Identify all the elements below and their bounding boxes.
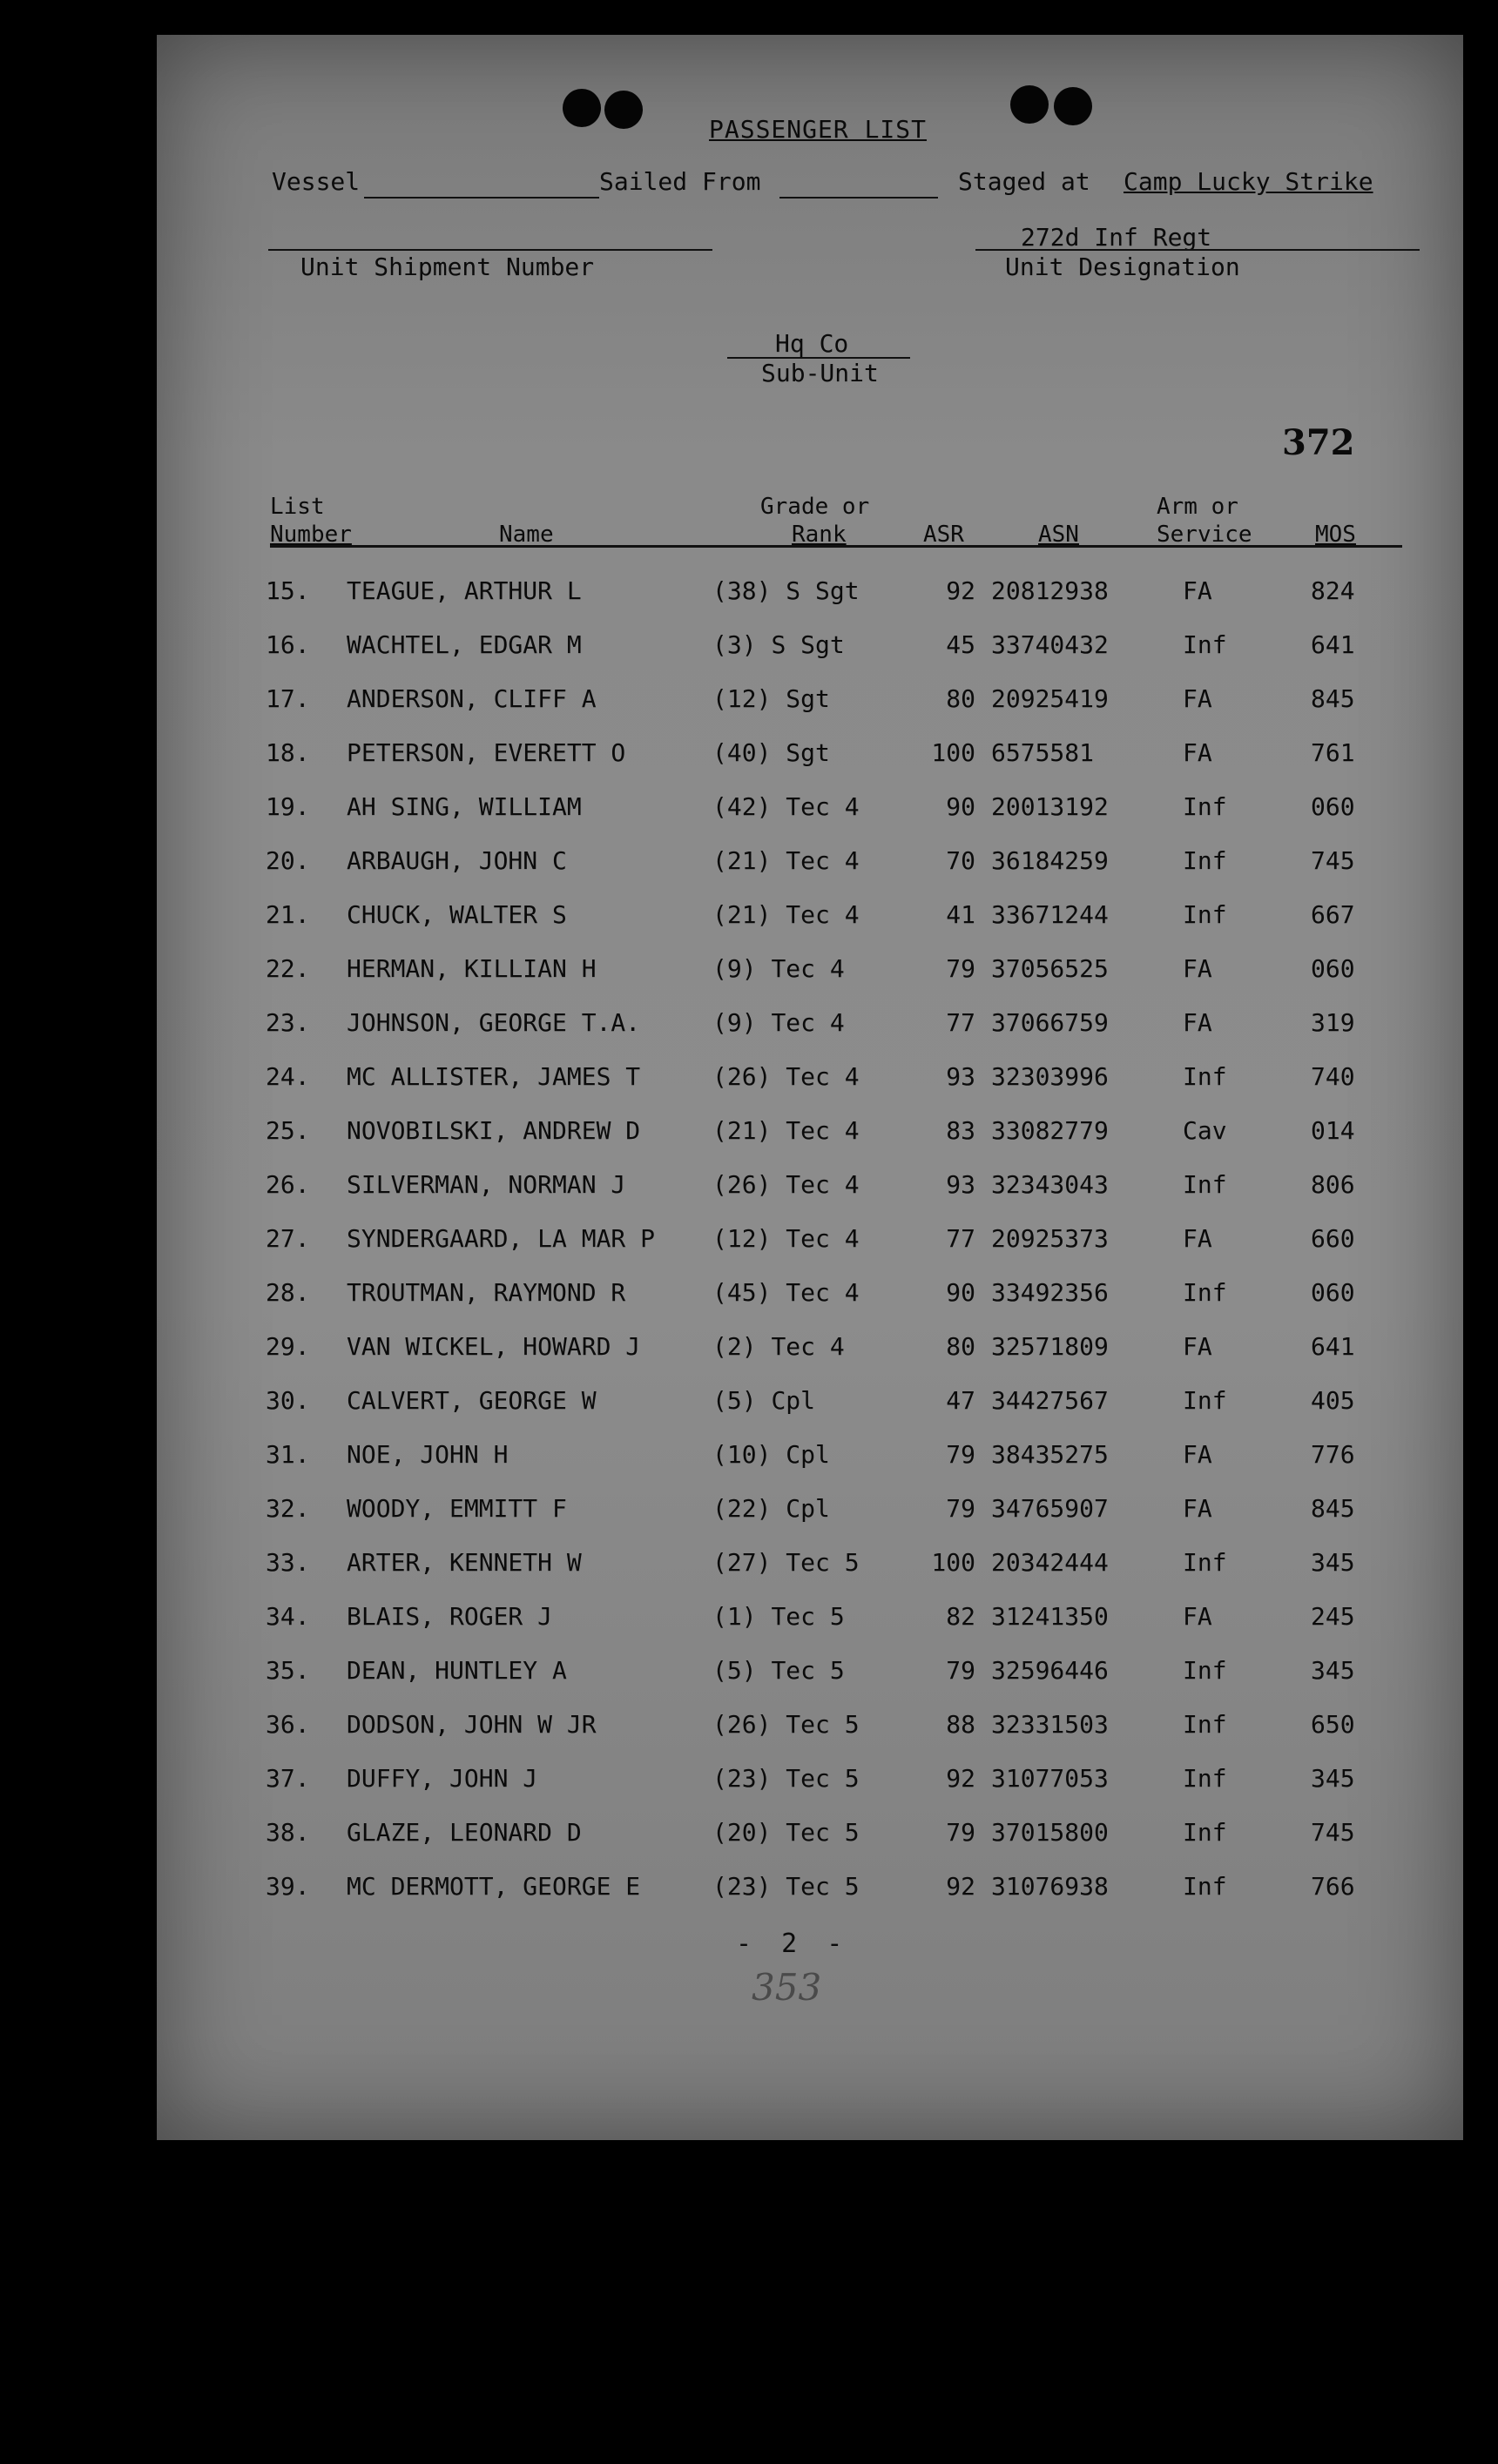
grade-rank — [712, 630, 845, 659]
col-header-text: Service — [1157, 522, 1252, 548]
grade-rank — [712, 1224, 860, 1253]
rank: Tec 4 — [786, 1224, 860, 1253]
grade-rank — [712, 738, 830, 767]
passenger-name: TEAGUE, ARTHUR L — [347, 576, 582, 605]
grade-code: (12) — [712, 684, 772, 713]
list-number: 23. — [266, 1008, 310, 1037]
asn: 20342444 — [991, 1548, 1109, 1577]
table-row — [157, 1170, 1463, 1205]
asn: 32571809 — [991, 1332, 1109, 1361]
passenger-name: DEAN, HUNTLEY A — [347, 1656, 567, 1685]
asn: 20925419 — [991, 684, 1109, 713]
table-row — [157, 1710, 1463, 1745]
grade-code: (12) — [712, 1224, 772, 1253]
asr: 100 — [931, 1548, 975, 1577]
grade-rank — [712, 1278, 860, 1307]
rank: S Sgt — [771, 630, 845, 659]
arm-service: Inf — [1183, 1818, 1227, 1847]
rank: Tec 4 — [786, 1278, 860, 1307]
arm-service: Inf — [1183, 1278, 1227, 1307]
mos: 824 — [1311, 576, 1355, 605]
passenger-name: ANDERSON, CLIFF A — [347, 684, 597, 713]
list-number: 34. — [266, 1602, 310, 1631]
table-row — [157, 1440, 1463, 1475]
arm-service: Inf — [1183, 1872, 1227, 1901]
grade-code: (1) — [712, 1602, 757, 1631]
list-number: 38. — [266, 1818, 310, 1847]
arm-service: Cav — [1183, 1116, 1227, 1145]
passenger-name: CHUCK, WALTER S — [347, 900, 567, 929]
grade-code: (9) — [712, 954, 757, 983]
grade-rank — [712, 1602, 845, 1631]
asn: 34427567 — [991, 1386, 1109, 1415]
grade-rank — [712, 1872, 860, 1901]
col-header-text: Grade or — [760, 494, 870, 520]
list-number: 25. — [266, 1116, 310, 1145]
grade-code: (26) — [712, 1062, 772, 1091]
list-number: 17. — [266, 684, 310, 713]
mos: 766 — [1311, 1872, 1355, 1901]
mos: 641 — [1311, 630, 1355, 659]
asn: 32343043 — [991, 1170, 1109, 1199]
grade-rank — [712, 1332, 845, 1361]
list-number: 15. — [266, 576, 310, 605]
asn: 20925373 — [991, 1224, 1109, 1253]
mos: 667 — [1311, 900, 1355, 929]
mos: 345 — [1311, 1656, 1355, 1685]
arm-service: Inf — [1183, 1710, 1227, 1739]
mos: 806 — [1311, 1170, 1355, 1199]
arm-service: Inf — [1183, 1170, 1227, 1199]
grade-code: (26) — [712, 1170, 772, 1199]
arm-service: Inf — [1183, 630, 1227, 659]
passenger-name: JOHNSON, GEORGE T.A. — [347, 1008, 641, 1037]
passenger-name: AH SING, WILLIAM — [347, 792, 582, 821]
arm-service: FA — [1183, 954, 1212, 983]
asr: 92 — [946, 1764, 975, 1793]
asr: 77 — [946, 1008, 975, 1037]
punch-hole-icon — [604, 91, 643, 129]
col-header-text: Name — [499, 522, 554, 548]
asr: 92 — [946, 576, 975, 605]
handwritten-note: 353 — [752, 1966, 822, 2009]
list-number: 31. — [266, 1440, 310, 1469]
rank: Tec 4 — [786, 846, 860, 875]
rank: Tec 5 — [786, 1818, 860, 1847]
grade-code: (45) — [712, 1278, 772, 1307]
col-header-text: Arm or — [1157, 494, 1238, 520]
asn: 33082779 — [991, 1116, 1109, 1145]
grade-code: (22) — [712, 1494, 772, 1523]
asr: 92 — [946, 1872, 975, 1901]
table-row — [157, 1818, 1463, 1853]
arm-service: FA — [1183, 1008, 1212, 1037]
arm-service: FA — [1183, 1224, 1212, 1253]
mos: 319 — [1311, 1008, 1355, 1037]
grade-code: (5) — [712, 1656, 757, 1685]
grade-rank — [712, 1062, 860, 1091]
punch-hole-icon — [1010, 85, 1049, 124]
table-row — [157, 1116, 1463, 1151]
list-number: 28. — [266, 1278, 310, 1307]
grade-code: (21) — [712, 900, 772, 929]
mos: 761 — [1311, 738, 1355, 767]
grade-code: (21) — [712, 1116, 772, 1145]
rank: Sgt — [786, 738, 830, 767]
unit-designation-label: Unit Designation — [1005, 252, 1240, 281]
passenger-name: NOVOBILSKI, ANDREW D — [347, 1116, 641, 1145]
asr: 41 — [946, 900, 975, 929]
asr: 70 — [946, 846, 975, 875]
passenger-name: WACHTEL, EDGAR M — [347, 630, 582, 659]
list-number: 37. — [266, 1764, 310, 1793]
passenger-name: BLAIS, ROGER J — [347, 1602, 553, 1631]
staged-at-value: Camp Lucky Strike — [1124, 167, 1373, 196]
list-number: 21. — [266, 900, 310, 929]
table-row — [157, 1062, 1463, 1097]
list-number: 18. — [266, 738, 310, 767]
sub-unit-label: Sub-Unit — [761, 359, 879, 387]
list-number: 30. — [266, 1386, 310, 1415]
grade-rank — [712, 1548, 860, 1577]
passenger-name: DODSON, JOHN W JR — [347, 1710, 597, 1739]
passenger-name: WOODY, EMMITT F — [347, 1494, 567, 1523]
grade-code: (23) — [712, 1872, 772, 1901]
rank: Tec 4 — [786, 900, 860, 929]
table-row — [157, 1602, 1463, 1637]
table-row — [157, 1872, 1463, 1907]
mos: 745 — [1311, 846, 1355, 875]
table-row — [157, 738, 1463, 773]
sailed-from-label: Sailed From — [599, 167, 761, 196]
list-number: 39. — [266, 1872, 310, 1901]
list-number: 20. — [266, 846, 310, 875]
grade-code: (5) — [712, 1386, 757, 1415]
asr: 79 — [946, 1656, 975, 1685]
grade-code: (20) — [712, 1818, 772, 1847]
mos: 845 — [1311, 684, 1355, 713]
table-row — [157, 1332, 1463, 1367]
asr: 83 — [946, 1116, 975, 1145]
rank: Cpl — [771, 1386, 816, 1415]
list-number: 27. — [266, 1224, 310, 1253]
arm-service: FA — [1183, 738, 1212, 767]
arm-service: FA — [1183, 576, 1212, 605]
col-header-text: MOS — [1315, 522, 1356, 548]
grade-rank — [712, 576, 860, 605]
vessel-label: Vessel — [272, 167, 361, 196]
rank: Tec 5 — [771, 1602, 845, 1631]
grade-rank — [712, 684, 830, 713]
table-row — [157, 1494, 1463, 1529]
mos: 776 — [1311, 1440, 1355, 1469]
asn: 36184259 — [991, 846, 1109, 875]
arm-service: Inf — [1183, 900, 1227, 929]
grade-rank — [712, 792, 860, 821]
rank: Cpl — [786, 1440, 830, 1469]
passenger-name: GLAZE, LEONARD D — [347, 1818, 582, 1847]
asn: 31076938 — [991, 1872, 1109, 1901]
table-row — [157, 1548, 1463, 1583]
vessel-blank — [364, 197, 599, 199]
passenger-name: CALVERT, GEORGE W — [347, 1386, 597, 1415]
rank: Cpl — [786, 1494, 830, 1523]
asr: 79 — [946, 1818, 975, 1847]
grade-rank — [712, 954, 845, 983]
table-row — [157, 792, 1463, 827]
list-number: 16. — [266, 630, 310, 659]
passenger-name: ARBAUGH, JOHN C — [347, 846, 567, 875]
col-header-list-number — [270, 493, 352, 549]
passenger-name: PETERSON, EVERETT O — [347, 738, 626, 767]
table-row — [157, 1764, 1463, 1799]
grade-code: (21) — [712, 846, 772, 875]
mos: 641 — [1311, 1332, 1355, 1361]
asr: 88 — [946, 1710, 975, 1739]
document-title: PASSENGER LIST — [709, 115, 928, 144]
arm-service: Inf — [1183, 1764, 1227, 1793]
arm-service: Inf — [1183, 792, 1227, 821]
grade-code: (9) — [712, 1008, 757, 1037]
mos: 060 — [1311, 954, 1355, 983]
rank: Tec 4 — [786, 1062, 860, 1091]
arm-service: Inf — [1183, 1386, 1227, 1415]
mos: 660 — [1311, 1224, 1355, 1253]
asr: 100 — [931, 738, 975, 767]
mos: 014 — [1311, 1116, 1355, 1145]
grade-code: (23) — [712, 1764, 772, 1793]
mos: 345 — [1311, 1764, 1355, 1793]
table-row — [157, 954, 1463, 989]
asn: 37066759 — [991, 1008, 1109, 1037]
grade-rank — [712, 900, 860, 929]
list-number: 22. — [266, 954, 310, 983]
passenger-name: DUFFY, JOHN J — [347, 1764, 538, 1793]
mos: 740 — [1311, 1062, 1355, 1091]
list-number: 19. — [266, 792, 310, 821]
mos: 745 — [1311, 1818, 1355, 1847]
page-number: 372 — [1282, 422, 1355, 463]
arm-service: Inf — [1183, 1062, 1227, 1091]
asn: 37015800 — [991, 1818, 1109, 1847]
grade-rank — [712, 1440, 830, 1469]
rank: Tec 4 — [786, 1170, 860, 1199]
grade-code: (38) — [712, 576, 772, 605]
col-header-text: ASN — [1038, 522, 1079, 548]
mos: 845 — [1311, 1494, 1355, 1523]
unit-designation-value: 272d Inf Regt — [1021, 223, 1212, 252]
grade-rank — [712, 1494, 830, 1523]
grade-code: (27) — [712, 1548, 772, 1577]
col-header-arm — [1157, 493, 1252, 549]
table-row — [157, 630, 1463, 665]
table-row — [157, 900, 1463, 935]
arm-service: Inf — [1183, 1656, 1227, 1685]
unit-shipment-label: Unit Shipment Number — [300, 252, 595, 281]
asr: 93 — [946, 1062, 975, 1091]
mos: 060 — [1311, 1278, 1355, 1307]
passenger-name: MC ALLISTER, JAMES T — [347, 1062, 641, 1091]
page-marker: - 2 - — [736, 1929, 850, 1959]
mos: 060 — [1311, 792, 1355, 821]
header-rule — [270, 545, 1402, 548]
table-row — [157, 846, 1463, 881]
rank: Tec 5 — [771, 1656, 845, 1685]
arm-service: FA — [1183, 1332, 1212, 1361]
asn: 31241350 — [991, 1602, 1109, 1631]
list-number: 32. — [266, 1494, 310, 1523]
asn: 20812938 — [991, 576, 1109, 605]
list-number: 29. — [266, 1332, 310, 1361]
asr: 80 — [946, 684, 975, 713]
asn: 32303996 — [991, 1062, 1109, 1091]
grade-rank — [712, 1656, 845, 1685]
grade-rank — [712, 1170, 860, 1199]
col-header-text: Number — [270, 522, 352, 548]
sailed-from-blank — [779, 197, 938, 199]
table-row — [157, 1224, 1463, 1259]
rank: Tec 4 — [786, 792, 860, 821]
passenger-name: MC DERMOTT, GEORGE E — [347, 1872, 641, 1901]
rank: Tec 5 — [786, 1548, 860, 1577]
mos: 245 — [1311, 1602, 1355, 1631]
asr: 82 — [946, 1602, 975, 1631]
list-number: 26. — [266, 1170, 310, 1199]
grade-code: (40) — [712, 738, 772, 767]
grade-rank — [712, 1818, 860, 1847]
grade-code: (42) — [712, 792, 772, 821]
list-number: 35. — [266, 1656, 310, 1685]
list-number: 33. — [266, 1548, 310, 1577]
col-header-grade — [760, 493, 869, 549]
asn: 33671244 — [991, 900, 1109, 929]
asn: 33740432 — [991, 630, 1109, 659]
passenger-name: HERMAN, KILLIAN H — [347, 954, 597, 983]
table-row — [157, 1386, 1463, 1421]
grade-code: (2) — [712, 1332, 757, 1361]
asr: 77 — [946, 1224, 975, 1253]
grade-rank — [712, 1764, 860, 1793]
arm-service: FA — [1183, 1494, 1212, 1523]
grade-rank — [712, 1710, 860, 1739]
rank: Tec 4 — [786, 1116, 860, 1145]
mos: 650 — [1311, 1710, 1355, 1739]
col-header-text: List — [270, 494, 325, 520]
passenger-name: TROUTMAN, RAYMOND R — [347, 1278, 626, 1307]
asr: 79 — [946, 1440, 975, 1469]
sub-unit-value: Hq Co — [775, 329, 849, 358]
rank: Sgt — [786, 684, 830, 713]
asr: 45 — [946, 630, 975, 659]
grade-rank — [712, 1386, 815, 1415]
asn: 32596446 — [991, 1656, 1109, 1685]
table-row — [157, 684, 1463, 719]
rank: Tec 5 — [786, 1710, 860, 1739]
rank: S Sgt — [786, 576, 860, 605]
grade-code: (10) — [712, 1440, 772, 1469]
table-row — [157, 1656, 1463, 1691]
grade-rank — [712, 846, 860, 875]
passenger-name: SYNDERGAARD, LA MAR P — [347, 1224, 656, 1253]
asr: 47 — [946, 1386, 975, 1415]
asr: 80 — [946, 1332, 975, 1361]
asn: 37056525 — [991, 954, 1109, 983]
grade-code: (3) — [712, 630, 757, 659]
table-row — [157, 576, 1463, 611]
grade-code: (26) — [712, 1710, 772, 1739]
asn: 33492356 — [991, 1278, 1109, 1307]
rank: Tec 4 — [771, 1332, 845, 1361]
staged-at-label: Staged at — [958, 167, 1090, 196]
arm-service: Inf — [1183, 846, 1227, 875]
asn: 32331503 — [991, 1710, 1109, 1739]
asr: 79 — [946, 1494, 975, 1523]
rank: Tec 4 — [771, 1008, 845, 1037]
passenger-name: NOE, JOHN H — [347, 1440, 509, 1469]
rank: Tec 5 — [786, 1764, 860, 1793]
arm-service: Inf — [1183, 1548, 1227, 1577]
arm-service: FA — [1183, 1602, 1212, 1631]
table-row — [157, 1278, 1463, 1313]
passenger-name: VAN WICKEL, HOWARD J — [347, 1332, 641, 1361]
unit-shipment-blank — [268, 249, 712, 251]
table-row — [157, 1008, 1463, 1043]
arm-service: FA — [1183, 684, 1212, 713]
asn: 34765907 — [991, 1494, 1109, 1523]
col-header-text: ASR — [923, 522, 964, 548]
rank: Tec 4 — [771, 954, 845, 983]
list-number: 24. — [266, 1062, 310, 1091]
punch-hole-icon — [563, 89, 601, 127]
punch-hole-icon — [1054, 87, 1092, 125]
asr: 90 — [946, 1278, 975, 1307]
mos: 405 — [1311, 1386, 1355, 1415]
grade-rank — [712, 1116, 860, 1145]
document-page — [157, 35, 1463, 2140]
col-header-text: Rank — [792, 522, 847, 548]
arm-service: FA — [1183, 1440, 1212, 1469]
asn: 20013192 — [991, 792, 1109, 821]
asr: 93 — [946, 1170, 975, 1199]
list-number: 36. — [266, 1710, 310, 1739]
asn: 6575581 — [991, 738, 1095, 767]
unit-designation-blank — [975, 249, 1420, 251]
asr: 90 — [946, 792, 975, 821]
passenger-name: SILVERMAN, NORMAN J — [347, 1170, 626, 1199]
grade-rank — [712, 1008, 845, 1037]
rank: Tec 5 — [786, 1872, 860, 1901]
passenger-name: ARTER, KENNETH W — [347, 1548, 582, 1577]
asr: 79 — [946, 954, 975, 983]
mos: 345 — [1311, 1548, 1355, 1577]
asn: 31077053 — [991, 1764, 1109, 1793]
asn: 38435275 — [991, 1440, 1109, 1469]
